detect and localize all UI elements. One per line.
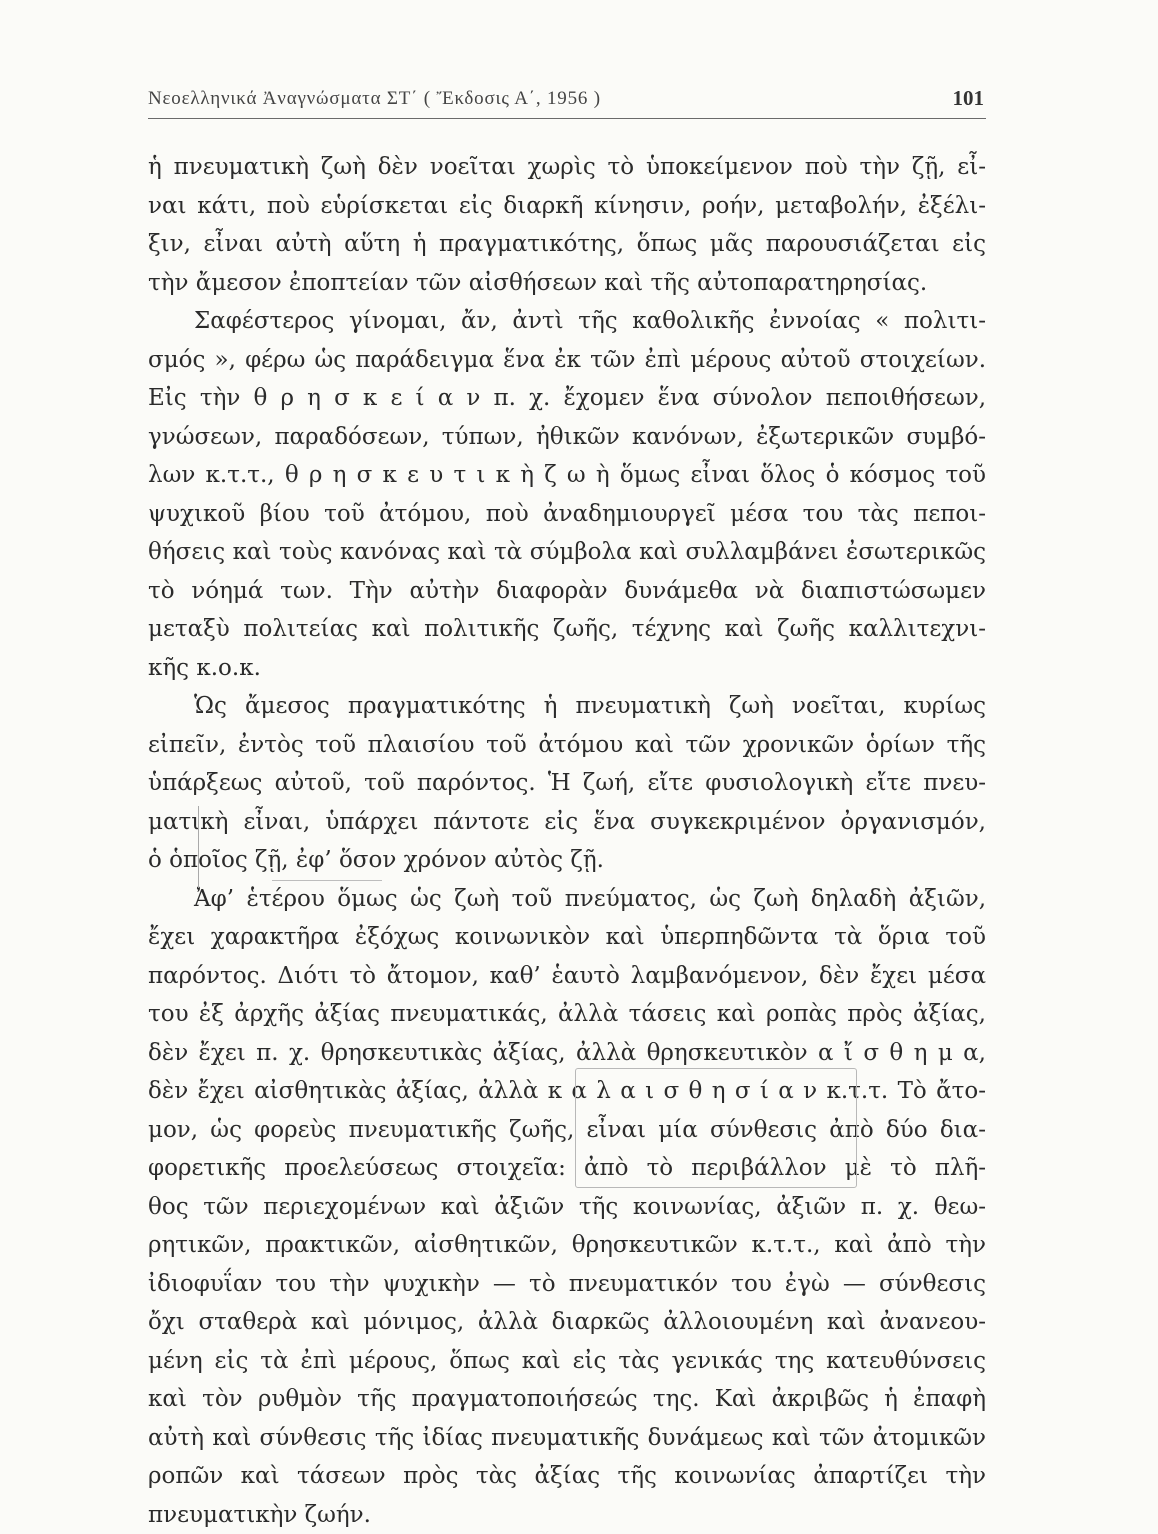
text-line: Ὡς ἄμεσος πραγματικότης ἡ πνευματικὴ ζωὴ νοεῖται, κυρίως (148, 687, 986, 726)
text-line: ξιν, εἶναι αὐτὴ αὕτη ἡ πραγματικότης, ὅπως μᾶς παρουσιάζεται εἰς (148, 225, 986, 264)
text-line: ψυχικοῦ βίου τοῦ ἀτόμου, ποὺ ἀναδημιουργεῖ μέσα του τὰς πεποι- (148, 495, 986, 534)
text-line: μον, ὡς φορεὺς πνευματικῆς ζωῆς, εἶναι μία σύνθεσις ἀπὸ δύο δια- (148, 1111, 986, 1150)
text-line: τὸ νόημά των. Τὴν αὐτὴν διαφορὰν δυνάμεθα νὰ διαπιστώσωμεν (148, 572, 986, 611)
text-line: καὶ τὸν ρυθμὸν τῆς πραγματοποιήσεώς της. Καὶ ἀκριβῶς ἡ ἐπαφὴ (148, 1380, 986, 1419)
text-line: λων κ.τ.τ., θ ρ η σ κ ε υ τ ι κ ὴ ζ ω ὴ ὅμως εἶναι ὅλος ὁ κόσμος τοῦ (148, 456, 986, 495)
text-line: ὑπάρξεως αὐτοῦ, τοῦ παρόντος. Ἡ ζωή, εἴτε φυσιολογικὴ εἴτε πνευ- (148, 764, 986, 803)
text-line: μεταξὺ πολιτείας καὶ πολιτικῆς ζωῆς, τέχνης καὶ ζωῆς καλλιτεχνι- (148, 610, 986, 649)
text-line: ὁ ὁποῖος ζῇ, ἐφ’ ὅσον χρόνον αὐτὸς ζῇ. (148, 841, 986, 880)
text-line: ἔχει χαρακτῆρα ἐξόχως κοινωνικὸν καὶ ὑπερπηδῶντα τὰ ὅρια τοῦ (148, 918, 986, 957)
text-line: Εἰς τὴν θ ρ η σ κ ε ί α ν π. χ. ἔχομεν ἕνα σύνολον πεποιθήσεων, (148, 379, 986, 418)
text-line: Ἀφ’ ἑτέρου ὅμως ὡς ζωὴ τοῦ πνεύματος, ὡς ζωὴ δηλαδὴ ἀξιῶν, (148, 880, 986, 919)
text-line: κῆς κ.ο.κ. (148, 649, 986, 688)
text-line: δὲν ἔχει π. χ. θρησκευτικὰς ἀξίας, ἀλλὰ θρησκευτικὸν α ἴ σ θ η μ α, (148, 1034, 986, 1073)
text-line: παρόντος. Διότι τὸ ἄτομον, καθ’ ἑαυτὸ λαμβανόμενον, δὲν ἔχει μέσα (148, 957, 986, 996)
text-line: ὄχι σταθερὰ καὶ μόνιμος, ἀλλὰ διαρκῶς ἀλλοιουμένη καὶ ἀνανεου- (148, 1303, 986, 1342)
text-line: ναι κάτι, ποὺ εὑρίσκεται εἰς διαρκῆ κίνησιν, ροήν, μεταβολήν, ἐξέλι- (148, 187, 986, 226)
text-line: δὲν ἔχει αἰσθητικὰς ἀξίας, ἀλλὰ κ α λ α ι σ θ η σ ί α ν κ.τ.τ. Τὸ ἄτο- (148, 1072, 986, 1111)
text-line: θήσεις καὶ τοὺς κανόνας καὶ τὰ σύμβολα καὶ συλλαμβάνει ἐσωτερικῶς (148, 533, 986, 572)
text-line: ρητικῶν, πρακτικῶν, αἰσθητικῶν, θρησκευτικῶν κ.τ.τ., καὶ ἀπὸ τὴν (148, 1226, 986, 1265)
text-line: τὴν ἄμεσον ἐποπτείαν τῶν αἰσθήσεων καὶ τῆς αὐτοπαρατηρησίας. (148, 264, 986, 303)
text-line: πνευματικὴν ζωήν. (148, 1496, 986, 1534)
body-text (148, 148, 986, 1534)
text-line: του ἐξ ἀρχῆς ἀξίας πνευματικάς, ἀλλὰ τάσεις καὶ ροπὰς πρὸς ἀξίας, (148, 995, 986, 1034)
text-line: αὐτὴ καὶ σύνθεσις τῆς ἰδίας πνευματικῆς δυνάμεως καὶ τῶν ἀτομικῶν (148, 1419, 986, 1458)
text-line: ἡ πνευματικὴ ζωὴ δὲν νοεῖται χωρὶς τὸ ὑποκείμενον ποὺ τὴν ζῇ, εἶ- (148, 148, 986, 187)
text-line: ροπῶν καὶ τάσεων πρὸς τὰς ἀξίας τῆς κοινωνίας ἀπαρτίζει τὴν (148, 1457, 986, 1496)
text-line: θος τῶν περιεχομένων καὶ ἀξιῶν τῆς κοινωνίας, ἀξιῶν π. χ. θεω- (148, 1188, 986, 1227)
text-line: εἰπεῖν, ἐντὸς τοῦ πλαισίου τοῦ ἀτόμου καὶ τῶν χρονικῶν ὁρίων τῆς (148, 726, 986, 765)
text-line: σμός », φέρω ὡς παράδειγμα ἕνα ἐκ τῶν ἐπὶ μέρους αὐτοῦ στοιχείων. (148, 341, 986, 380)
text-line: φορετικῆς προελεύσεως στοιχεῖα: ἀπὸ τὸ περιβάλλον μὲ τὸ πλῆ- (148, 1149, 986, 1188)
header-title: Νεοελληνικά Ἀναγνώσματα ΣΤ΄ ( Ἔκδοσις Α΄, 1956 ) (148, 88, 601, 110)
text-line: ματικὴ εἶναι, ὑπάρχει πάντοτε εἰς ἕνα συγκεκριμένον ὀργανισμόν, (148, 803, 986, 842)
page-number: 101 (953, 86, 985, 111)
text-line: ἰδιοφυΐαν του τὴν ψυχικὴν — τὸ πνευματικόν του ἐγὼ — σύνθεσις (148, 1265, 986, 1304)
text-line: γνώσεων, παραδόσεων, τύπων, ἠθικῶν κανόνων, ἐξωτερικῶν συμβό- (148, 418, 986, 457)
text-line: μένη εἰς τὰ ἐπὶ μέρους, ὅπως καὶ εἰς τὰς γενικάς της κατευθύνσεις (148, 1342, 986, 1381)
running-header (148, 84, 986, 119)
text-line: Σαφέστερος γίνομαι, ἄν, ἀντὶ τῆς καθολικῆς ἐννοίας « πολιτι- (148, 302, 986, 341)
